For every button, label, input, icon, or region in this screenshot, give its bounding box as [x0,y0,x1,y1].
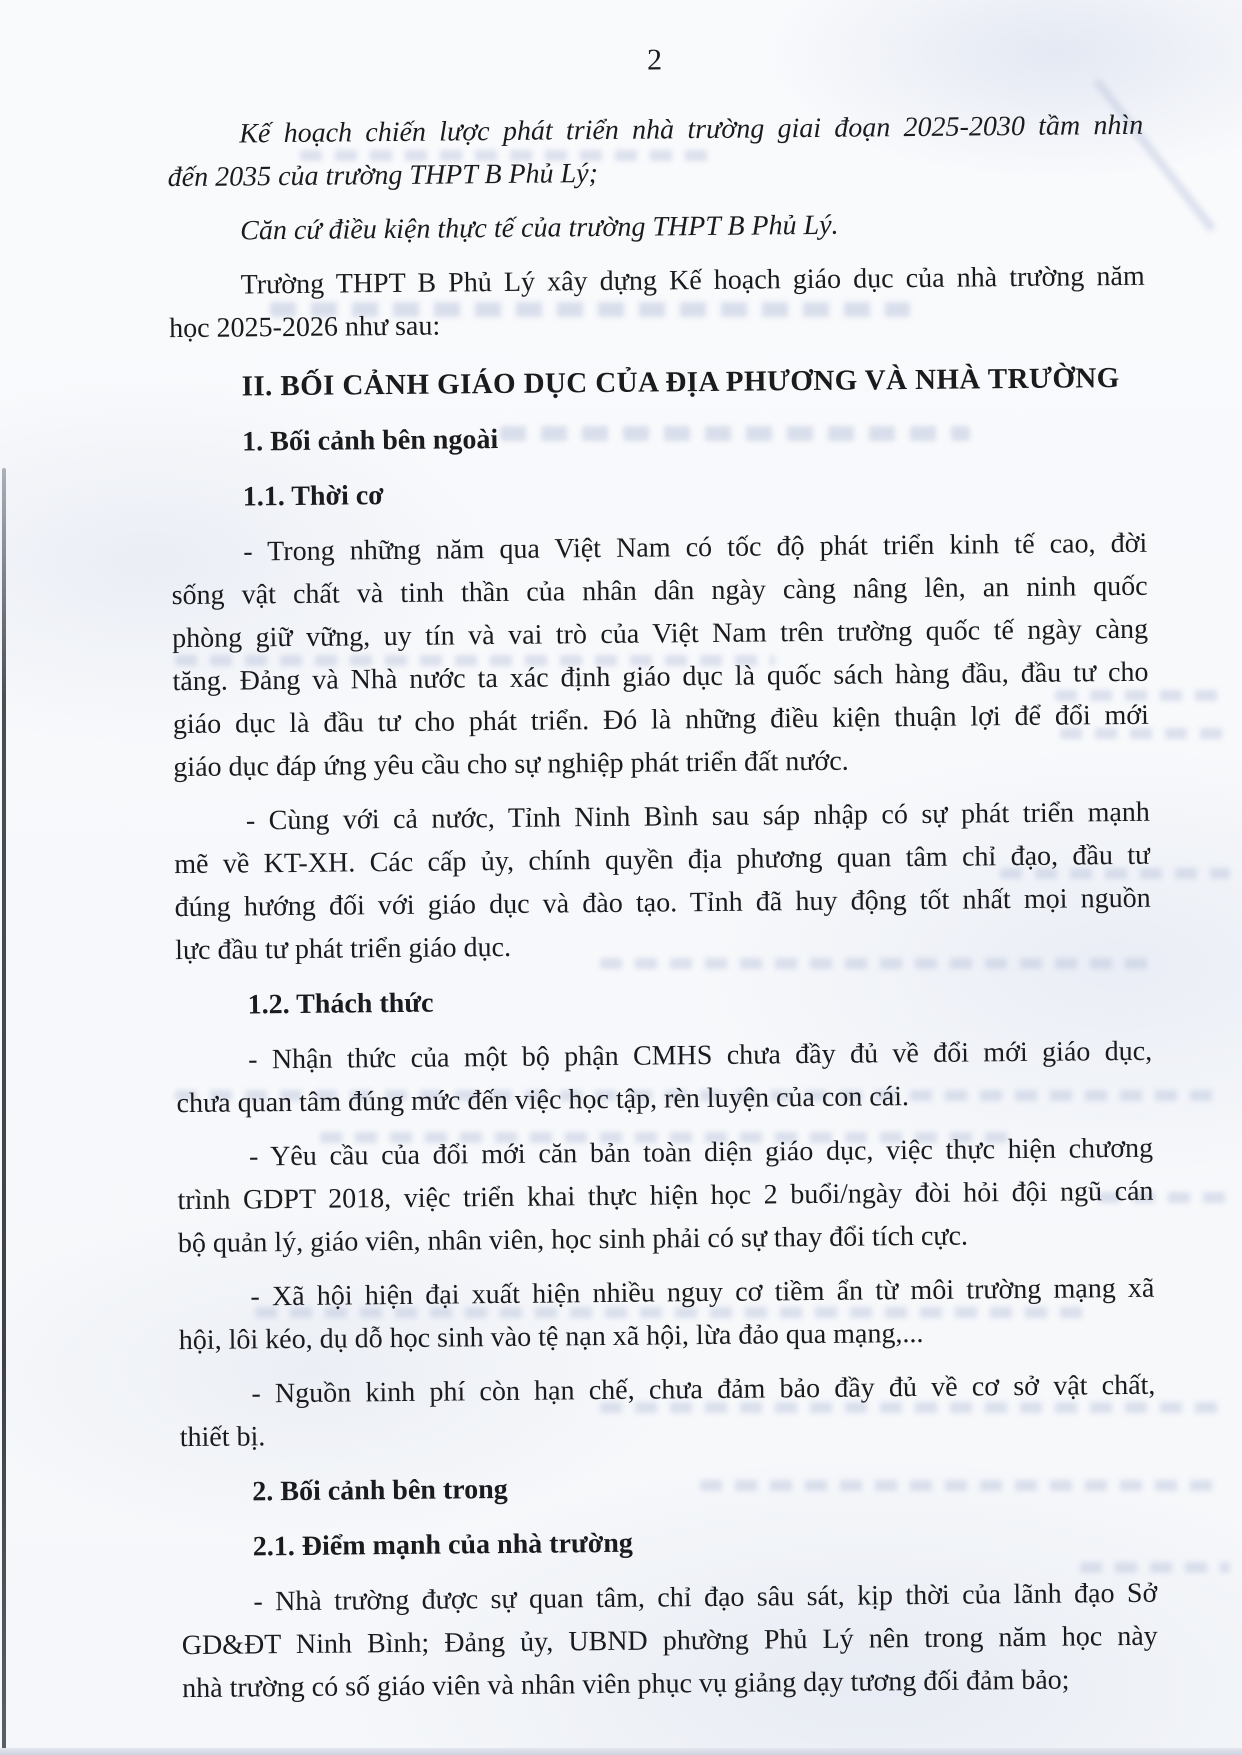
text-line: hội, lôi kéo, dụ dỗ học sinh vào tệ nạn xã hội, lừa đảo qua mạng,... [178,1317,924,1357]
section-ii-heading [169,357,1145,409]
text-line: Trường THPT B Phủ Lý xây dựng Kế hoạch giáo dục của nhà trường năm [240,260,1145,301]
text-line: 2. Bối cảnh bên trong [252,1473,508,1508]
text-line: - Cùng với cả nước, Tỉnh Ninh Bình sau sáp nhập có sự phát triển mạnh [245,796,1150,837]
preamble-can-cu [168,201,1144,253]
text-line: II. BỐI CẢNH GIÁO DỤC CỦA ĐỊA PHƯƠNG VÀ NHÀ TRƯỜNG [241,362,1120,403]
text-line: sống vật chất và tinh thần của nhân dân ngày càng nâng lên, an ninh quốc [171,570,1148,612]
text-line: 1. Bối cảnh bên ngoài [242,424,499,458]
para-thach-thuc-3 [178,1267,1155,1362]
text-line: Kế hoạch chiến lược phát triển nhà trường giai đoạn 2025-2030 tầm nhìn [239,109,1144,150]
text-line: 2.1. Điểm mạnh của nhà trường [252,1527,633,1563]
text-line: trình GDPT 2018, việc triển khai thực hiện học 2 buổi/ngày đòi hỏi đội ngũ cán [177,1175,1154,1217]
text-line: - Nhận thức của một bộ phận CMHS chưa đầy đủ về đổi mới giáo dục, [248,1035,1153,1076]
text-line: phòng giữ vững, uy tín và vai trò của Việt Nam trên trường quốc tế ngày càng [171,613,1149,655]
scan-edge-line [2,468,6,1750]
text-line: chưa quan tâm đúng mức đến việc học tập, rèn luyện của con cái. [176,1081,910,1120]
text-line: học 2025-2026 như sau: [168,310,441,345]
text-line: thiết bị. [179,1421,266,1454]
text-line: - Trong những năm qua Việt Nam có tốc độ phát triển kinh tế cao, đời [243,527,1148,568]
para-thoi-co-2 [174,791,1152,972]
text-line: Căn cứ điều kiện thực tế của trường THPT B Phủ Lý. [240,209,839,247]
text-line: nhà trường có số giáo viên và nhân viên phục vụ giảng dạy tương đối đảm bảo; [182,1664,1070,1705]
text-line: - Nguồn kinh phí còn hạn chế, chưa đảm bảo đầy đủ về cơ sở vật chất, [251,1369,1156,1410]
text-line: 1.1. Thời cơ [242,480,384,513]
text-line: đến 2035 của trường THPT B Phủ Lý; [167,158,599,194]
heading-2-1-diem-manh [181,1517,1157,1569]
para-diem-manh-1 [181,1572,1158,1710]
text-line: - Xã hội hiện đại xuất hiện nhiều nguy cơ tiềm ẩn từ môi trường mạng xã [250,1272,1155,1313]
intro-paragraph [169,255,1146,350]
text-line: giáo dục đáp ứng yêu cầu cho sự nghiệp phát triển đất nước. [173,745,849,784]
preamble-strategic-plan [167,104,1144,199]
page-number: 2 [646,43,663,77]
heading-1-1-thoi-co [171,467,1147,519]
scan-edge-shadow [0,1748,1242,1755]
para-thoi-co-1 [171,522,1149,789]
text-line: tăng. Đảng và Nhà nước ta xác định giáo dục là quốc sách hàng đầu, đầu tư cho [172,656,1149,698]
document-body [167,104,1158,1710]
text-line: - Yêu cầu của đổi mới căn bản toàn diện giáo dục, việc thực hiện chương [248,1132,1154,1173]
text-line: bộ quản lý, giáo viên, nhân viên, học sinh phải có sự thay đổi tích cực. [177,1220,969,1260]
heading-1-boi-canh-ben-ngoai [170,412,1146,464]
para-thach-thuc-4 [179,1364,1156,1459]
text-line: đúng hướng đối với giáo dục và đào tạo. Tỉnh đã huy động tốt nhất mọi nguồn [174,882,1151,924]
para-thach-thuc-1 [176,1030,1153,1125]
heading-1-2-thach-thuc [175,975,1151,1027]
text-line: giáo dục là đầu tư cho phát triển. Đó là những điều kiện thuận lợi để đổi mới [172,699,1150,741]
heading-2-boi-canh-ben-trong [180,1462,1156,1514]
text-line: lực đầu tư phát triển giáo dục. [174,931,512,967]
text-line: mẽ về KT-XH. Các cấp ủy, chính quyền địa phương quan tâm chỉ đạo, đầu tư [174,839,1151,881]
text-line: 1.2. Thách thức [247,987,434,1021]
text-line: GD&ĐT Ninh Bình; Đảng ủy, UBND phường Phủ Lý nên trong năm học này [181,1620,1158,1662]
text-line: - Nhà trường được sự quan tâm, chỉ đạo sâu sát, kịp thời của lãnh đạo Sở [253,1577,1158,1618]
para-thach-thuc-2 [177,1127,1154,1265]
